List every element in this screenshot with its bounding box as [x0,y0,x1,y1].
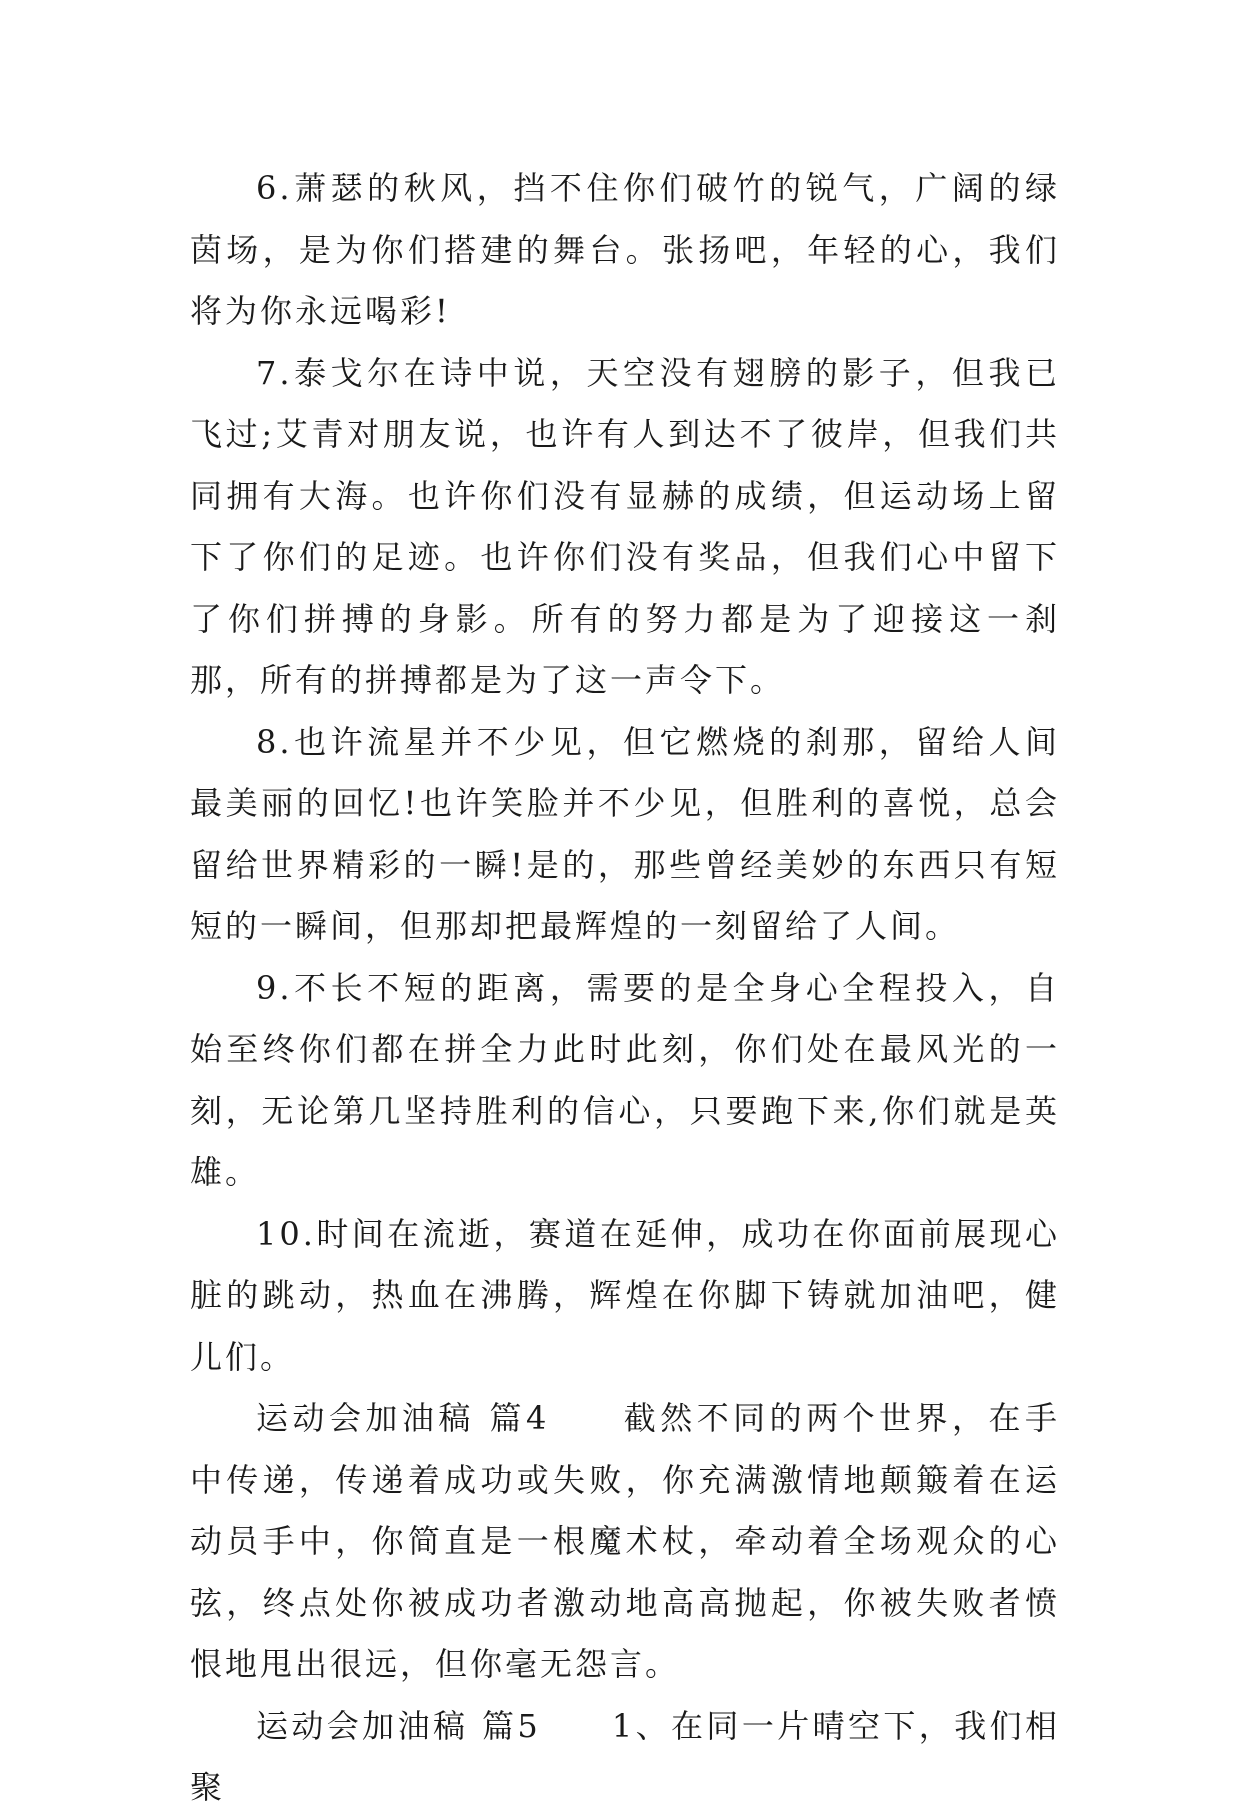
section-heading-5: 运动会加油稿 篇5 1、在同一片晴空下，我们相聚 [190,1706,1060,1806]
paragraph-item-6: 6.萧瑟的秋风，挡不住你们破竹的锐气，广阔的绿茵场，是为你们搭建的舞台。张扬吧，年轻的心，我们将为你永远喝彩! [190,169,1060,330]
document-body [190,158,1060,1819]
paragraph-item-10: 10.时间在流逝，赛道在延伸，成功在你面前展现心脏的跳动，热血在沸腾，辉煌在你脚下铸就加油吧，健儿们。 [190,1214,1060,1376]
paragraph-item-8: 8.也许流星并不少见，但它燃烧的刹那，留给人间最美丽的回忆!也许笑脸并不少见，但胜利的喜悦，总会留给世界精彩的一瞬!是的，那些曾经美妙的东西只有短短的一瞬间，但那却把最辉煌的一刻留给了人间。 [190,722,1060,945]
paragraph-item-9: 9.不长不短的距离，需要的是全身心全程投入，自始至终你们都在拼全力此时此刻，你们处在最风光的一刻，无论第几坚持胜利的信心，只要跑下来,你们就是英雄。 [190,968,1060,1191]
paragraph-item-7: 7.泰戈尔在诗中说，天空没有翅膀的影子，但我已飞过;艾青对朋友说，也许有人到达不了彼岸，但我们共同拥有大海。也许你们没有显赫的成绩，但运动场上留下了你们的足迹。也许你们没有奖品，但我们心中留下了你们拼搏的身影。所有的努力都是为了迎接这一刹那，所有的拼搏都是为了这一声令下。 [190,353,1060,699]
section-heading-4: 运动会加油稿 篇4 截然不同的两个世界，在手中传递，传递着成功或失败，你充满激情地颠簸着在运动员手中，你简直是一根魔术杖，牵动着全场观众的心弦，终点处你被成功者激动地高高抛起，你被失败者愤恨地甩出很远，但你毫无怨言。 [190,1399,1060,1683]
